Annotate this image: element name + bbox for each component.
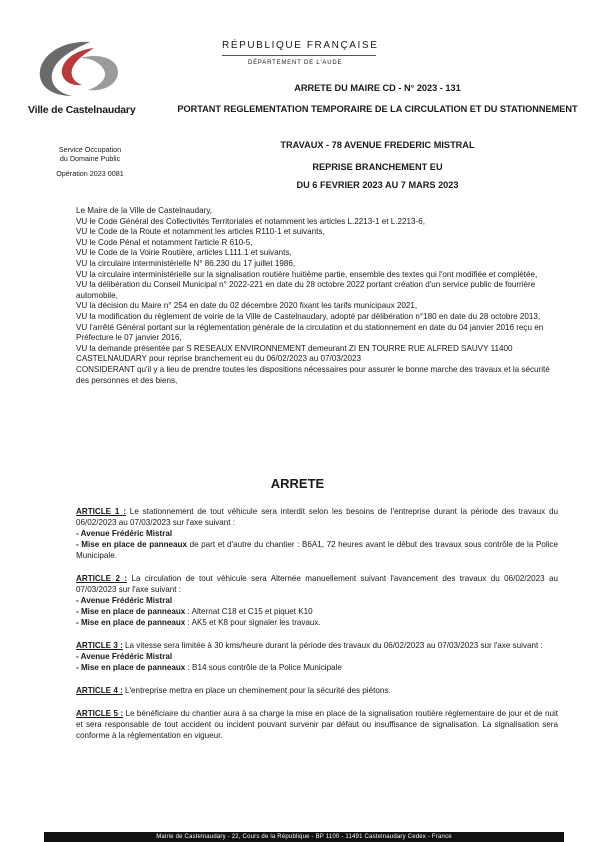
article-5-label: ARTICLE 5 : <box>76 709 124 718</box>
footer-address: Mairie de Castelnaudary - 22, Cours de la République - BP 1100 - 11491 Castelnaudary Cedex - France <box>44 832 564 842</box>
article-3 <box>76 640 558 673</box>
article-1-panels-text: de part et d'autre du chantier : B6A1, 72 heures avant le début des travaux sous contrôle de la Police Municipale. <box>76 540 558 560</box>
article-1-street: - Avenue Frédéric Mistral <box>76 529 173 538</box>
arrete-number: ARRETE DU MAIRE CD - N° 2023 - 131 <box>294 83 461 93</box>
article-2-panels1-text: : Alternat C18 et C15 et piquet K10 <box>185 607 313 616</box>
article-2-text: La circulation de tout véhicule sera Alternée manuellement suivant l'avancement des travaux du 06/02/2023 au 07/03/2023 sur l'axe suivant : <box>76 574 558 594</box>
preamble-line: VU la circulaire interministérielle sur la signalisation routière huitième partie, ensemble des textes qui l'ont modifiée et complétée, <box>76 269 538 279</box>
article-3-panels-label: - Mise en place de panneaux <box>76 663 186 672</box>
service-name-line2: du Domaine Public <box>59 154 121 163</box>
logo-text: Ville de Castelnaudary <box>28 104 136 116</box>
header-divider <box>222 55 376 56</box>
preamble-line: VU la décision du Maire n° 254 en date du 02 décembre 2020 fixant les tarifs municipaux 2021, <box>76 301 418 311</box>
preamble-line: CONSIDERANT qu'il y a lieu de prendre toutes les dispositions nécessaires pour assurer le bonne marche des travaux et la sécurité des personnes et des biens, <box>76 364 550 385</box>
article-5 <box>76 708 558 741</box>
preamble <box>76 206 558 386</box>
article-1-panels-label: - Mise en place de panneaux <box>76 540 187 549</box>
article-2-panels2-label: - Mise en place de panneaux <box>76 618 186 627</box>
preamble-line: VU la circulaire interministérielle N° 86.230 du 17 juillet 1986, <box>76 258 296 268</box>
article-2-label: ARTICLE 2 : <box>76 574 128 583</box>
article-2-panels2-text: : AK5 et K8 pour signaler les travaux. <box>185 618 321 627</box>
article-3-label: ARTICLE 3 : <box>76 641 123 650</box>
preamble-line: VU le Code Général des Collectivités Territoriales et notamment les articles L.2213-1 et L.2213-6, <box>76 216 425 226</box>
preamble-line: VU le Code de la Route et notamment les articles R110-1 et suivants, <box>76 227 325 237</box>
article-1 <box>76 506 558 561</box>
article-2 <box>76 573 558 628</box>
preamble-line: VU la demande présentée par S RESEAUX ENVIRONNEMENT demeurant ZI EN TOURRE RUE ALFRED SAUVY 11400 CASTELNAUDARY pour reprise branchement eu du 06/02/2023 au 07/03/2023 <box>76 343 513 364</box>
article-3-text: La vitesse sera limitée à 30 kms/heure durant la période des travaux du 06/02/2023 au 07/03/2023 sur l'axe suivant : <box>122 641 543 650</box>
preamble-line: VU le Code de la Voirie Routière, articles L111.1 et suivants, <box>76 248 292 258</box>
preamble-line: Le Maire de la Ville de Castelnaudary, <box>76 206 213 215</box>
works-period: DU 6 FEVRIER 2023 AU 7 MARS 2023 <box>296 180 459 190</box>
city-logo <box>28 38 138 116</box>
article-4-label: ARTICLE 4 : <box>76 686 123 695</box>
article-1-text: Le stationnement de tout véhicule sera interdit selon les besoins de l'entreprise durant la période des travaux du 06/02/2023 au 07/03/2023 sur l'axe suivant : <box>76 507 559 527</box>
article-3-street: - Avenue Frédéric Mistral <box>76 652 173 661</box>
departement-header: DÉPARTEMENT DE L'AUDE <box>248 60 343 66</box>
article-2-panels1-label: - Mise en place de panneaux <box>76 607 186 616</box>
operation-number: Opération 2023 0081 <box>56 169 124 178</box>
article-4 <box>76 685 558 696</box>
article-4-text: L'entreprise mettra en place un cheminement pour la sécurité des piétons. <box>122 686 391 695</box>
arrete-subject: PORTANT REGLEMENTATION TEMPORAIRE DE LA CIRCULATION ET DU STATIONNEMENT <box>177 104 578 114</box>
service-name-line1: Service Occupation <box>58 145 122 154</box>
preamble-line: VU la délibération du Conseil Municipal n° 2022-221 en date du 28 octobre 2022 portant création d'un service public de fourrière automobile, <box>76 280 536 300</box>
article-3-panels-text: : B14 sous contrôle de la Police Municipale <box>185 663 342 672</box>
article-1-label: ARTICLE 1 : <box>76 507 126 516</box>
republique-header: RÉPUBLIQUE FRANÇAISE <box>222 40 379 51</box>
works-type: REPRISE BRANCHEMENT EU <box>312 162 443 172</box>
preamble-line: VU le Code Pénal et notamment l'article R 610-5, <box>76 237 253 247</box>
arrete-title: ARRETE <box>270 476 325 491</box>
works-location: TRAVAUX - 78 AVENUE FREDERIC MISTRAL <box>280 140 475 150</box>
articles <box>76 506 558 753</box>
castelnaudary-logo-icon <box>32 38 124 104</box>
service-block <box>30 145 150 178</box>
preamble-line: VU l'arrêté Général portant sur la réglementation générale de la circulation et du stationnement en date du 04 janvier 2016 reçu en Préfecture le 07 janvier 2016, <box>76 322 544 343</box>
preamble-line: VU la modification du règlement de voirie de la Ville de Castelnaudary, adopté par délibération n°180 en date du 28 octobre 2013, <box>76 311 541 321</box>
article-2-street: - Avenue Frédéric Mistral <box>76 596 173 605</box>
article-5-text: Le bénéficiaire du chantier aura à sa charge la mise en place de la signalisation routière réglementaire de jour et de nuit et sera responsable de tout accident ou incident pouvant survenir par défaut ou insuffisance de signalisation. La signalisation sera conforme à la réglementation en vigueur. <box>76 709 558 740</box>
